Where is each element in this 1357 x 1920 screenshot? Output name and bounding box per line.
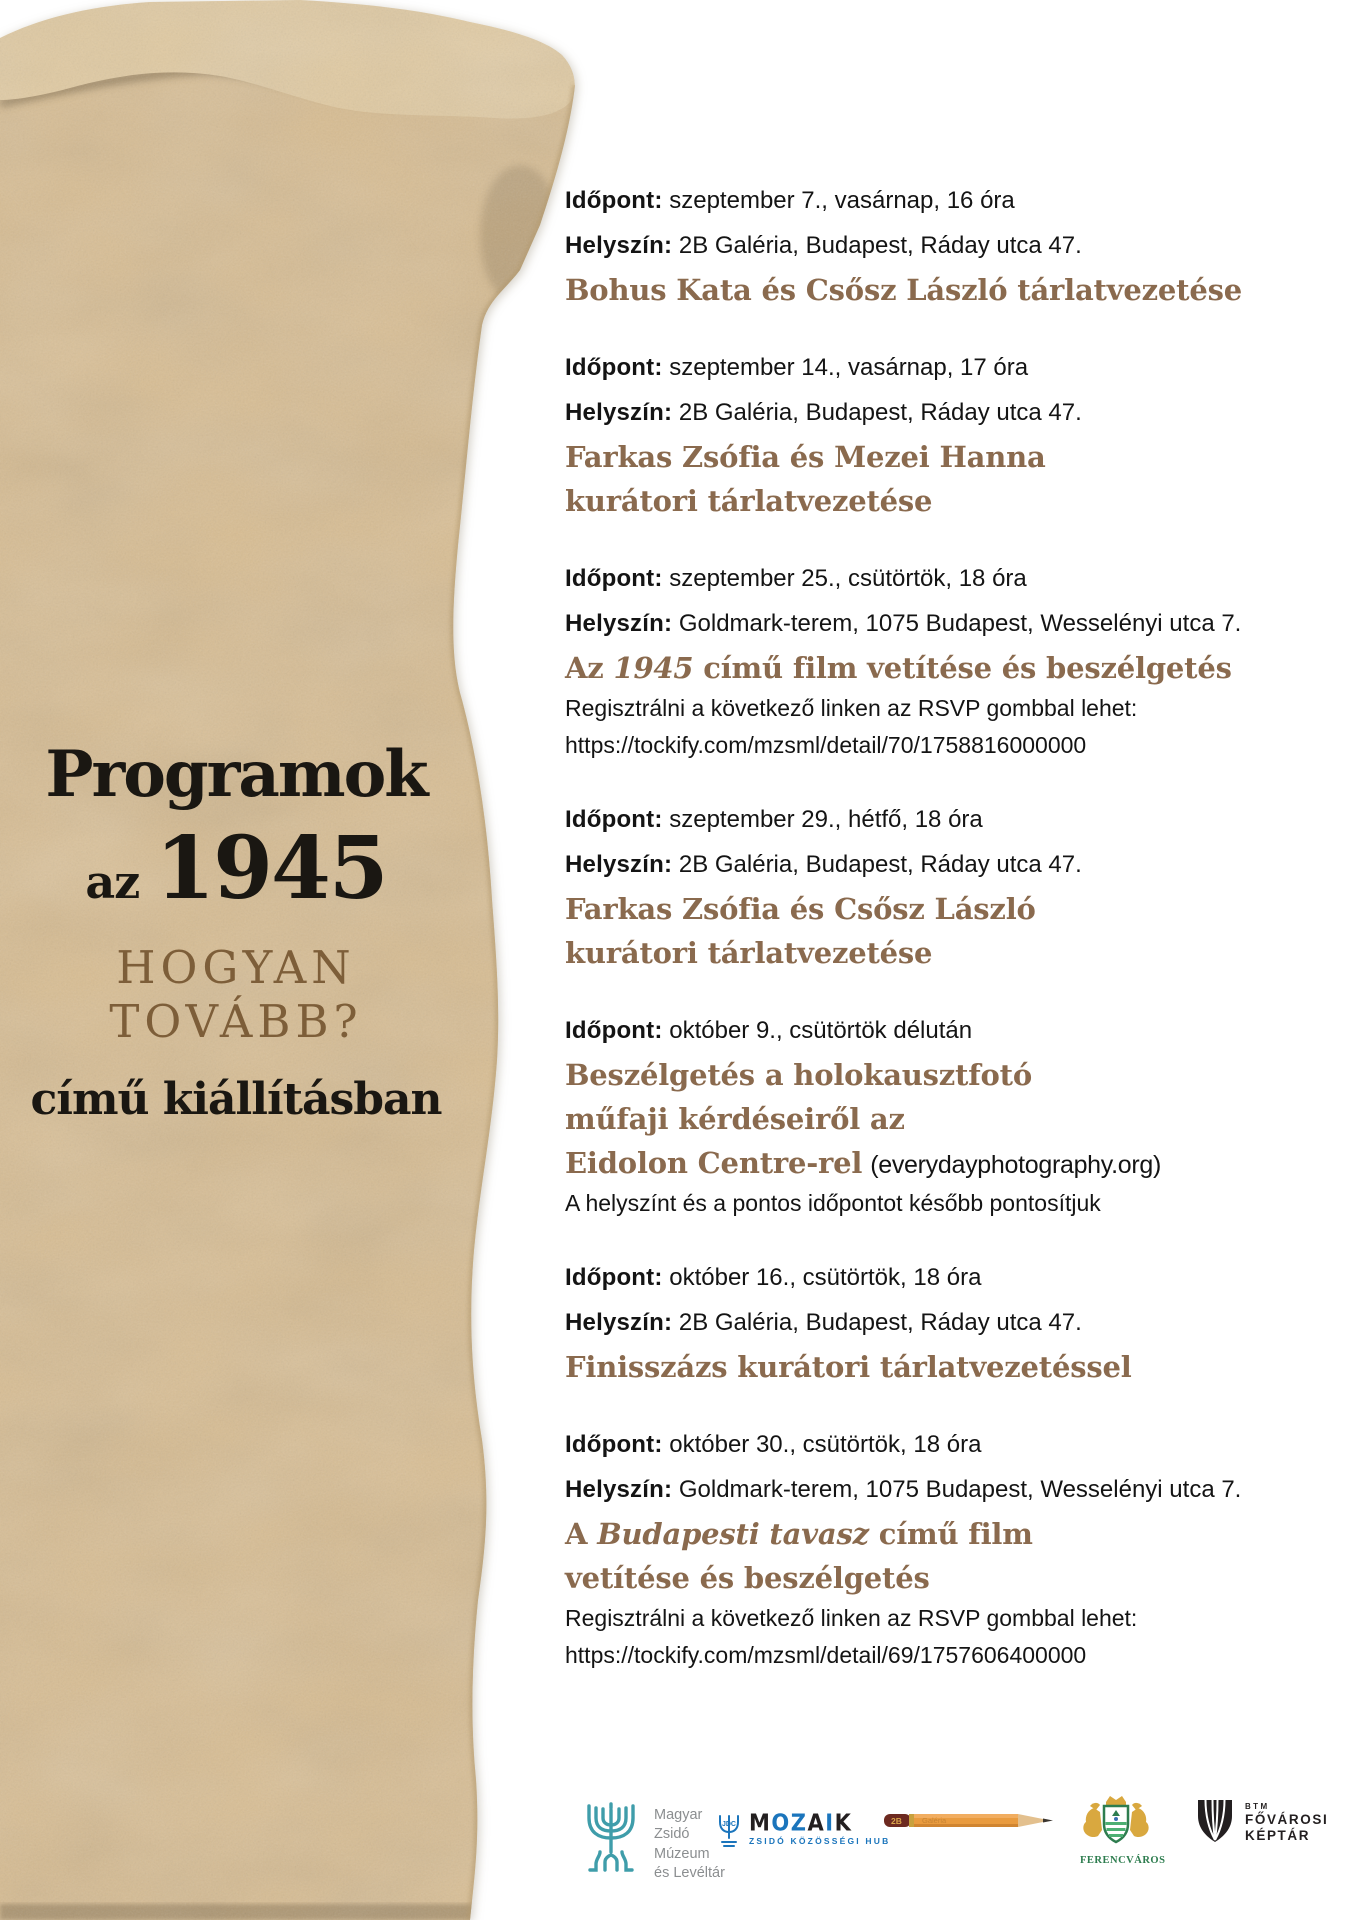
btm-line3: KÉPTÁR [1245,1828,1311,1843]
event-title: Bohus Kata és Csősz László tárlatvezetése [565,273,1242,307]
mozaik-logo [716,1809,891,1850]
event-title: Finisszázs kurátori tárlatvezetéssel [565,1350,1132,1384]
museum-name-line: és Levéltár [654,1864,725,1881]
venue-value: Goldmark-terem, 1075 Budapest, Wesselényi utca 7. [678,610,1242,637]
title-suffix: (everydayphotography.org) [870,1151,1162,1179]
time-label: Időpont: [565,565,663,592]
event-time [565,345,1345,390]
jdc-icon [716,1812,742,1850]
title-az-1945 [18,818,454,942]
time-label: Időpont: [565,1431,663,1458]
event-title: kurátori tárlatvezetése [565,484,933,518]
title-segment-italic: 1945 [613,651,694,685]
event-venue [565,601,1345,646]
time-value: október 30., csütörtök, 18 óra [669,1431,982,1458]
venue-note: A helyszínt és a pontos időpontot később pontosítjuk [565,1190,1101,1216]
event-title: Farkas Zsófia és Mezei Hanna [565,440,1046,474]
event-title: Farkas Zsófia és Csősz László [565,892,1036,926]
event-venue [565,390,1345,435]
event-venue [565,1467,1345,1512]
event-venue [565,1300,1345,1345]
event-block [565,797,1345,975]
mozaik-text [749,1809,891,1846]
museum-name-line: Zsidó [654,1826,690,1843]
event-title: Beszélgetés a holokausztfotó [565,1058,1033,1092]
time-value: szeptember 29., hétfő, 18 óra [669,806,983,833]
title-segment-italic: Budapesti tavasz [597,1517,869,1551]
venue-value: 2B Galéria, Budapest, Ráday utca 47. [678,232,1082,259]
event-block [565,178,1345,312]
venue-label: Helyszín: [565,851,673,878]
title-segment: című film [868,1517,1033,1551]
museum-name [654,1806,725,1883]
event-title: kurátori tárlatvezetése [565,936,933,970]
event-time [565,797,1345,842]
time-value: október 16., csütörtök, 18 óra [669,1264,982,1291]
event-title [565,647,1345,690]
ferencvaros-crest-icon [1080,1794,1152,1848]
btm-text [1245,1799,1328,1844]
rsvp-link[interactable]: https://tockify.com/mzsml/detail/70/1758816000000 [565,732,1087,758]
event-block [565,1255,1345,1389]
venue-label: Helyszín: [565,399,673,426]
venue-value: 2B Galéria, Budapest, Ráday utca 47. [678,399,1082,426]
venue-label: Helyszín: [565,1309,673,1336]
mozaik-subtitle: ZSIDÓ KÖZÖSSÉGI HUB [749,1836,891,1846]
venue-value: 2B Galéria, Budapest, Ráday utca 47. [678,851,1082,878]
venue-label: Helyszín: [565,1476,673,1503]
time-value: szeptember 7., vasárnap, 16 óra [669,187,1015,214]
btm-shield-icon [1196,1799,1234,1843]
event-time [565,1008,1345,1053]
venue-label: Helyszín: [565,232,673,259]
time-label: Időpont: [565,806,663,833]
program-list [565,178,1345,1707]
event-block [565,1422,1345,1674]
venue-value: Goldmark-terem, 1075 Budapest, Wesselényi utca 7. [678,1476,1242,1503]
time-label: Időpont: [565,354,663,381]
event-venue [565,842,1345,887]
btm-line2: FŐVÁROSI [1245,1812,1329,1827]
event-venue [565,223,1345,268]
2b-galeria-logo [884,1809,1056,1838]
title-cimu-kiallitasban: című kiállításban [30,1074,442,1125]
rsvp-link[interactable]: https://tockify.com/mzsml/detail/69/1757606400000 [565,1642,1087,1668]
title-segment: Eidolon Centre-rel [565,1146,863,1180]
event-title: vetítése és beszélgetés [565,1561,930,1595]
title-programok: Programok [45,737,427,812]
venue-label: Helyszín: [565,610,673,637]
time-label: Időpont: [565,187,663,214]
event-time [565,556,1345,601]
title-1945: 1945 [155,818,387,919]
time-value: szeptember 25., csütörtök, 18 óra [669,565,1027,592]
event-time [565,1422,1345,1467]
mozaik-wordmark: MOZAIK [749,1809,853,1836]
event-block [565,345,1345,523]
event-block [565,556,1345,764]
event-title: műfaji kérdéseiről az [565,1102,905,1136]
ferencvaros-label: FERENCVÁROS [1080,1855,1166,1866]
btm-line1: BTM [1245,1802,1270,1811]
title-segment: című film vetítése és beszélgetés [693,651,1232,685]
pencil-body-label: Galéria [922,1816,947,1825]
rsvp-note: Regisztrálni a következő linken az RSVP gombbal lehet: [565,1605,1138,1631]
pencil-grade-label: 2B [891,1816,902,1826]
venue-value: 2B Galéria, Budapest, Ráday utca 47. [678,1309,1082,1336]
menorah-icon [576,1796,646,1882]
time-value: szeptember 14., vasárnap, 17 óra [669,354,1029,381]
time-label: Időpont: [565,1264,663,1291]
event-title [565,1142,1345,1185]
ferencvaros-logo [1080,1794,1166,1866]
museum-logo [576,1796,646,1887]
poster-title [18,736,454,1128]
rsvp-note: Regisztrálni a következő linken az RSVP gombbal lehet: [565,695,1138,721]
jdc-label: JDC [721,1821,737,1828]
time-value: október 9., csütörtök délután [669,1017,973,1044]
btm-logo [1196,1799,1328,1844]
event-time [565,1255,1345,1300]
title-tovabb: TOVÁBB? [109,995,363,1048]
time-label: Időpont: [565,1017,663,1044]
event-title [565,1513,1345,1556]
event-block [565,1008,1345,1222]
title-segment: Az [565,651,614,685]
title-segment: A [565,1517,598,1551]
pencil-icon [884,1809,1056,1833]
museum-name-line: Múzeum [654,1845,710,1862]
museum-name-line: Magyar [654,1807,703,1823]
partner-logo-strip [0,1780,1357,1900]
title-hogyan: HOGYAN [116,941,356,994]
event-time [565,178,1345,223]
title-az: az [85,855,140,909]
